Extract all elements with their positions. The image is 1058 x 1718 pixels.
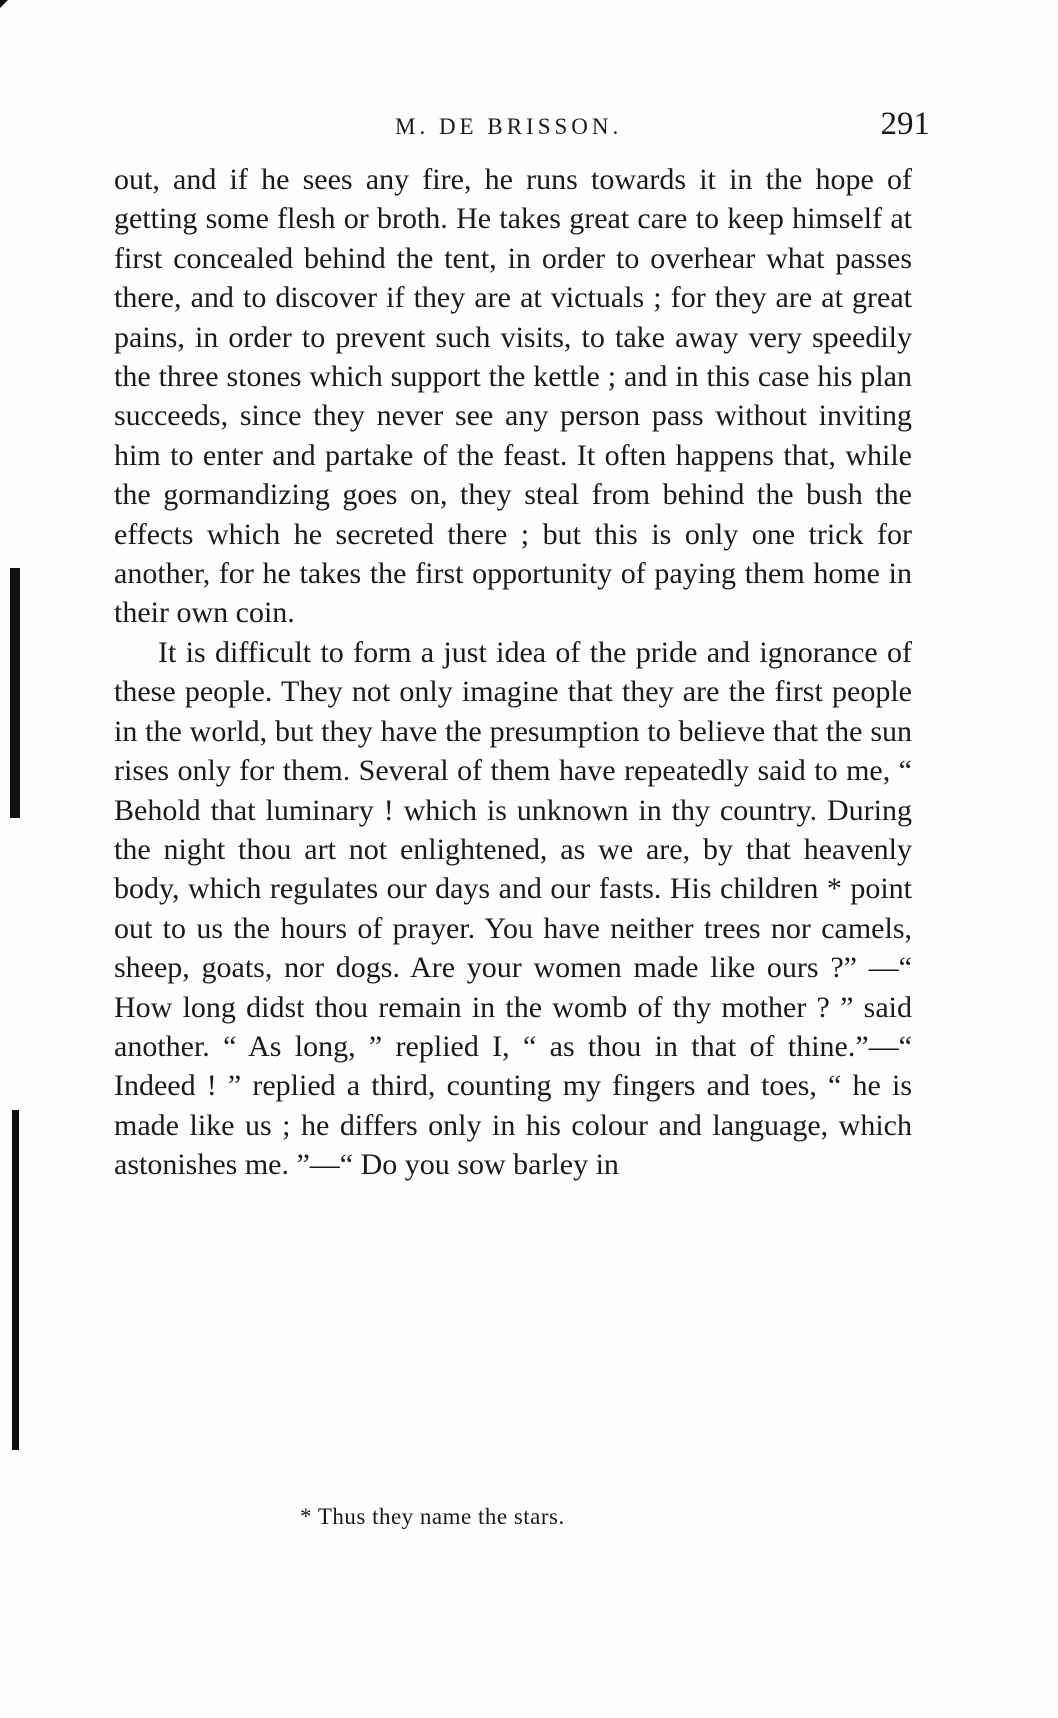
scan-edge-mark	[10, 568, 20, 818]
paragraph: It is difficult to form a just idea of the pride and ignorance of these people. They not only imagine that they are the first people in the world, but they have the presumption to believe that the sun rises only for them. Several of them have repeatedly said to me, “ Behold that luminary ! which is unknown in thy country. During the night thou art not enlightened, as we are, by that heavenly body, which regulates our days and our fasts. His children * point out to us the hours of prayer. You have neither trees nor camels, sheep, goats, nor dogs. Are your women made like ours ?” —“ How long didst thou remain in the womb of thy mother ? ” said another. “ As long, ” replied I, “ as thou in that of thine.”—“ Indeed ! ” replied a third, counting my fingers and toes, “ he is made like us ; he differs only in his colour and language, which astonishes me. ”—“ Do you sow barley in	[114, 635, 912, 1182]
running-head	[110, 106, 930, 148]
paragraph: out, and if he sees any fire, he runs towards it in the hope of getting some flesh or broth. He takes great care to keep himself at first concealed behind the tent, in order to overhear what passes there, and to discover if they are at victuals ; for they are at great pains, in order to prevent such visits, to take away very speedily the three stones which support the kettle ; and in this case his plan succeeds, since they never see any person pass without inviting him to enter and partake of the feast. It often happens that, while the gormandizing goes on, they steal from behind the bush the effects which he secreted there ; but this is only one trick for another, for he takes the first opportunity of paying them home in their own coin.	[114, 163, 912, 630]
running-title: M. DE BRISSON.	[395, 114, 623, 139]
footnote: * Thus they name the stars.	[300, 1504, 565, 1529]
scan-edge-mark	[12, 1110, 19, 1450]
body-text	[114, 160, 912, 1185]
scan-corner-mark	[0, 0, 8, 8]
page-number: 291	[880, 106, 930, 142]
